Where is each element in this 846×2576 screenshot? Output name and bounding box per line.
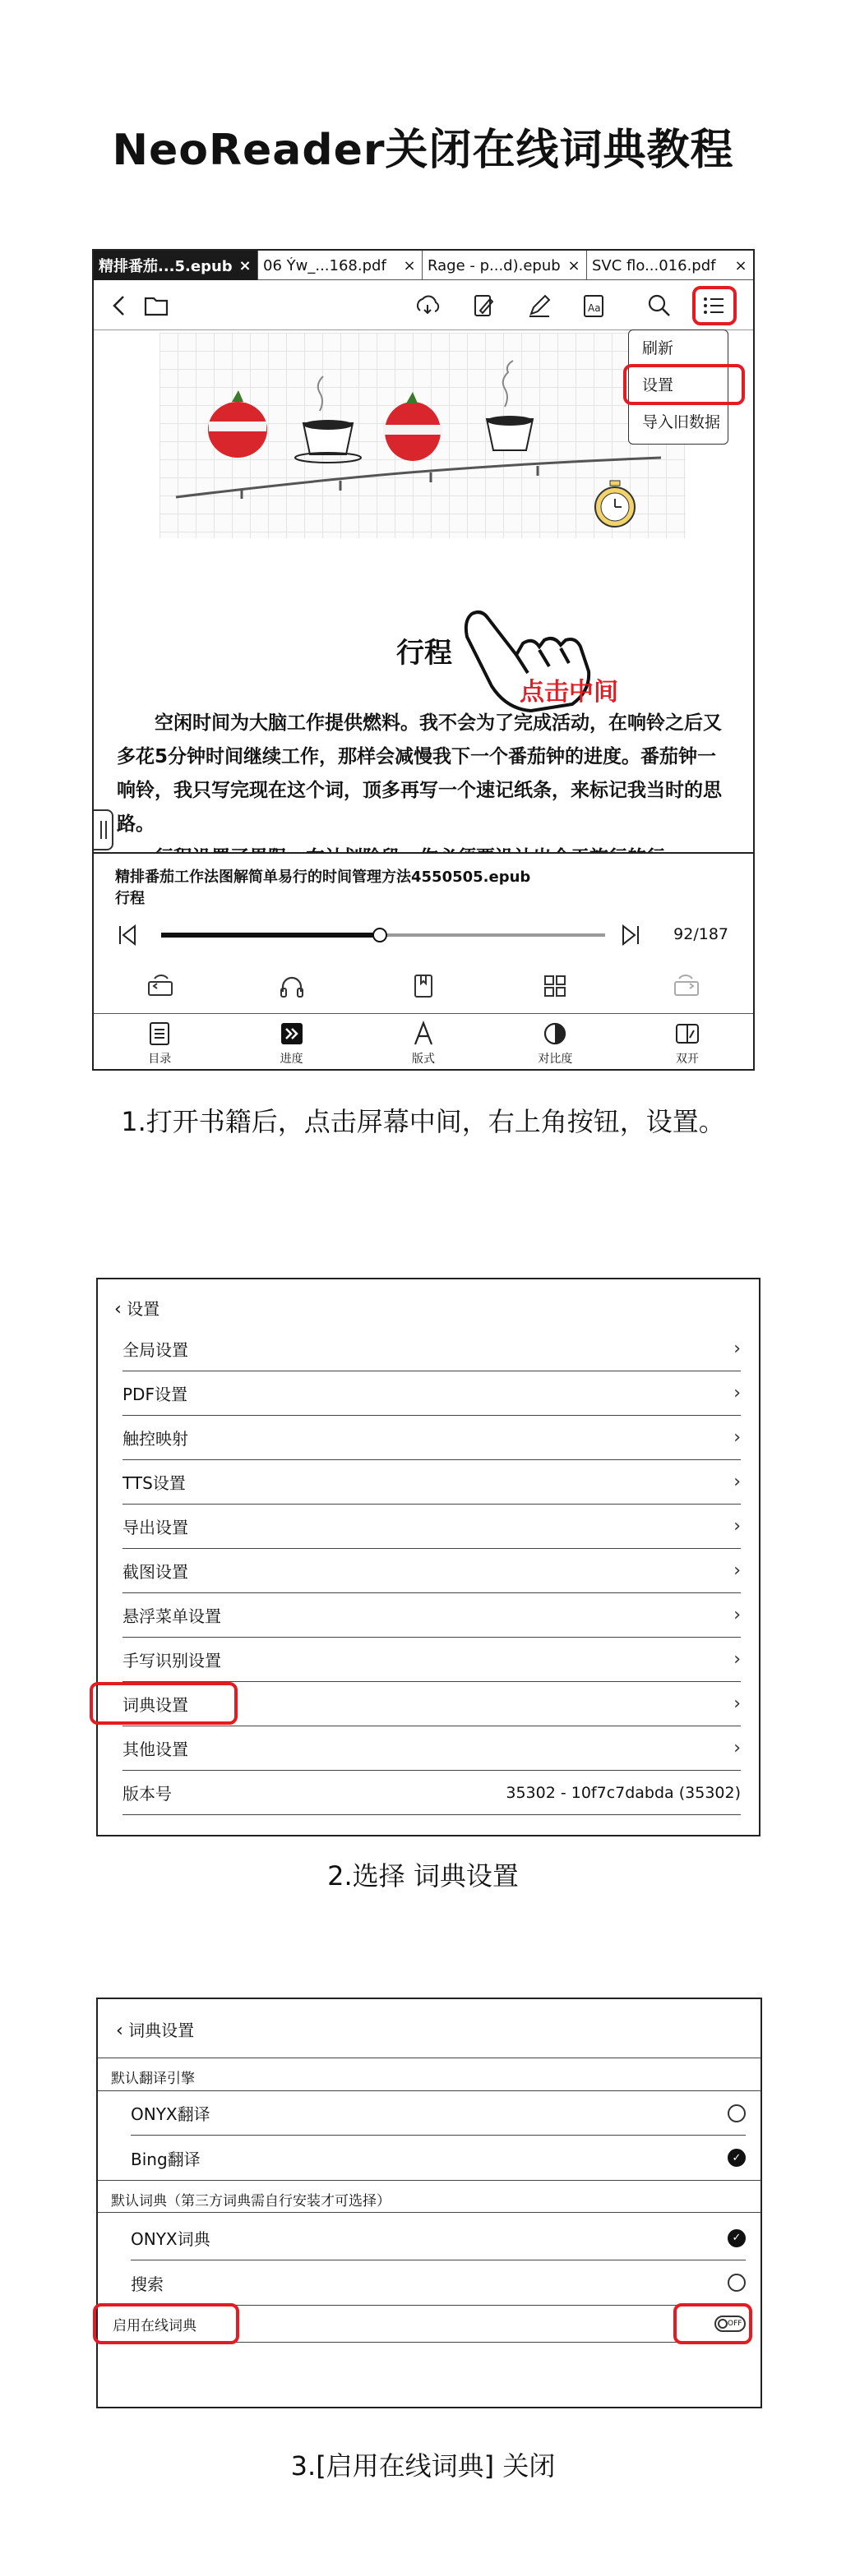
- chevron-right-icon: ›: [733, 1383, 741, 1403]
- radio-selected[interactable]: ✓: [728, 2149, 746, 2167]
- progress-fill: [161, 933, 380, 938]
- chapter-name: 行程: [115, 890, 145, 907]
- highlight-online-toggle: [673, 2303, 752, 2344]
- settings-row-global[interactable]: [123, 1327, 741, 1371]
- engine-row-onyx[interactable]: [131, 2091, 746, 2136]
- close-icon[interactable]: ×: [403, 256, 416, 274]
- settings-row-floating-menu[interactable]: [123, 1593, 741, 1638]
- row-label: ONYX翻译: [131, 2104, 210, 2124]
- pen-icon[interactable]: [525, 291, 554, 320]
- book-text: [117, 707, 733, 861]
- row-label: 导出设置: [123, 1518, 188, 1537]
- row-label: 版本号: [123, 1784, 172, 1804]
- paragraph-1: 空闲时间为大脑工作提供燃料。我不会为了完成活动，在响铃之后又多花5分钟时间继续工作，那样会减慢我下一个番茄钟的进度。番茄钟一响铃，我只写完现在这个词，顶多再写一个速记纸条，来标记我当时的思路。: [117, 712, 722, 835]
- tab-bar: [94, 251, 753, 280]
- dict-row-search[interactable]: [131, 2260, 746, 2305]
- dictionary-header[interactable]: [98, 1999, 760, 2058]
- online-dictionary-toggle[interactable]: OFF: [714, 2316, 746, 2332]
- chevron-right-icon: ›: [733, 1516, 741, 1537]
- nav-format[interactable]: [358, 1014, 489, 1071]
- menu-item-settings[interactable]: 设置: [642, 376, 674, 394]
- chevron-right-icon: ›: [733, 1694, 741, 1714]
- row-label: TTS设置: [123, 1473, 186, 1493]
- dictionary-screenshot: [96, 1998, 762, 2408]
- menu-item-import[interactable]: 导入旧数据: [642, 413, 721, 431]
- close-icon[interactable]: ×: [567, 256, 580, 274]
- row-label: 手写识别设置: [123, 1651, 221, 1670]
- reader-screenshot: [92, 249, 755, 1071]
- nav-label: 目录: [148, 1053, 172, 1066]
- row-label: 启用在线词典: [113, 2317, 196, 2334]
- row-label: 全局设置: [123, 1340, 188, 1360]
- book-name: 精排番茄工作法图解简单易行的时间管理方法4550505.epub: [115, 869, 531, 886]
- menu-item-refresh[interactable]: 刷新: [642, 339, 674, 357]
- row-label: 其他设置: [123, 1740, 188, 1759]
- chevron-right-icon: ›: [733, 1738, 741, 1758]
- nav-split[interactable]: [622, 1014, 753, 1071]
- chapter-heading: 行程: [396, 637, 452, 670]
- settings-screenshot: [96, 1278, 760, 1836]
- highlight-settings-item: [623, 364, 745, 405]
- settings-title: 设置: [127, 1299, 160, 1319]
- format-icon: [410, 1021, 437, 1047]
- highlight-dictionary-row: [90, 1682, 238, 1725]
- tap-hint-label: 点击中间: [520, 678, 618, 707]
- tab-book-2[interactable]: [258, 251, 423, 280]
- settings-row-pdf[interactable]: [123, 1371, 741, 1416]
- tab-book-4[interactable]: [587, 251, 753, 280]
- engine-row-bing[interactable]: [131, 2136, 746, 2180]
- row-label: PDF设置: [123, 1385, 187, 1404]
- dictionary-title: 词典设置: [128, 2021, 195, 2040]
- reader-toolbar: [94, 281, 753, 330]
- radio-unselected[interactable]: [728, 2274, 746, 2292]
- nav-toc[interactable]: [94, 1014, 225, 1071]
- folder-icon[interactable]: [141, 291, 171, 320]
- back-icon[interactable]: ‹: [116, 2021, 123, 2041]
- nav-progress[interactable]: [225, 1014, 357, 1071]
- row-label: 悬浮菜单设置: [123, 1606, 221, 1626]
- section-default-dictionary: 默认词典（第三方词典需自行安装才可选择）: [98, 2180, 760, 2213]
- prev-chapter-icon[interactable]: [146, 972, 174, 1000]
- bookmark-page-icon[interactable]: [409, 972, 437, 1000]
- progress-knob[interactable]: [372, 928, 387, 942]
- tab-label: 精排番茄...5.epub: [99, 258, 233, 275]
- step3-caption: 3.[启用在线词典] 关闭: [290, 2450, 556, 2482]
- section-translation-engine: 默认翻译引擎: [98, 2058, 760, 2091]
- chevron-right-icon: ›: [733, 1427, 741, 1448]
- highlight-online-label: [93, 2303, 239, 2344]
- first-page-icon[interactable]: [115, 923, 140, 947]
- tab-label: 06 Ýw_...168.pdf: [263, 256, 386, 274]
- settings-row-export[interactable]: [123, 1505, 741, 1549]
- toc-icon: [146, 1021, 173, 1047]
- headphones-icon[interactable]: [278, 972, 306, 1000]
- row-label: Bing翻译: [131, 2149, 201, 2169]
- tab-book-1[interactable]: [94, 251, 258, 280]
- page-title: NeoReader关闭在线词典教程: [112, 126, 734, 175]
- progress-row: [115, 921, 740, 949]
- row-label: 词典设置: [123, 1695, 188, 1715]
- note-edit-icon[interactable]: [469, 291, 498, 320]
- font-icon[interactable]: [579, 291, 608, 320]
- tab-book-3[interactable]: [423, 251, 587, 280]
- settings-row-tts[interactable]: [123, 1460, 741, 1505]
- nav-contrast[interactable]: [489, 1014, 621, 1071]
- last-page-icon[interactable]: [618, 923, 643, 947]
- close-icon[interactable]: ×: [734, 256, 747, 274]
- settings-row-handwriting[interactable]: [123, 1638, 741, 1682]
- chevron-right-icon: ›: [733, 1649, 741, 1670]
- quick-actions: [94, 965, 753, 1007]
- tab-label: Rage - p...d).epub: [428, 256, 561, 274]
- next-chapter-icon[interactable]: [673, 972, 700, 1000]
- bottom-nav: [94, 1013, 753, 1071]
- close-icon[interactable]: ×: [238, 256, 252, 274]
- tab-label: SVC flo...016.pdf: [592, 256, 716, 274]
- nav-label: 版式: [412, 1053, 436, 1066]
- side-handle[interactable]: [94, 809, 113, 850]
- chevron-right-icon: ›: [733, 1560, 741, 1581]
- settings-row-screenshot[interactable]: [123, 1549, 741, 1593]
- nav-label: 双开: [675, 1053, 699, 1066]
- sync-icon[interactable]: [413, 291, 442, 320]
- chevron-right-icon: ›: [733, 1339, 741, 1359]
- back-icon[interactable]: [105, 291, 135, 320]
- settings-header[interactable]: [114, 1296, 159, 1320]
- progress-icon: [279, 1021, 305, 1047]
- nav-label: 进度: [280, 1053, 303, 1066]
- chevron-right-icon: ›: [733, 1605, 741, 1625]
- bottom-panel: [94, 852, 753, 1069]
- contrast-icon: [542, 1021, 568, 1047]
- svg-text:Aa: Aa: [588, 302, 601, 314]
- step1-caption: 1.打开书籍后，点击屏幕中间，右上角按钮，设置。: [121, 1106, 725, 1137]
- back-icon[interactable]: ‹: [114, 1299, 122, 1320]
- settings-row-touch[interactable]: [123, 1416, 741, 1460]
- row-label: 截图设置: [123, 1562, 188, 1582]
- settings-row-other[interactable]: [123, 1726, 741, 1771]
- highlight-menu-button: [692, 286, 737, 325]
- search-icon[interactable]: [645, 291, 674, 320]
- radio-selected[interactable]: ✓: [728, 2229, 746, 2247]
- row-label: 触控映射: [123, 1429, 188, 1449]
- split-icon: [674, 1021, 700, 1047]
- step2-caption: 2.选择 词典设置: [327, 1860, 519, 1892]
- dict-row-onyx[interactable]: [131, 2216, 746, 2260]
- page-number: 92/187: [673, 925, 728, 943]
- settings-row-version: [123, 1771, 741, 1815]
- row-label: 搜索: [131, 2274, 164, 2294]
- grid-icon[interactable]: [541, 972, 569, 1000]
- nav-label: 对比度: [538, 1053, 573, 1066]
- chevron-right-icon: ›: [733, 1472, 741, 1492]
- version-value: 35302 - 10f7c7dabda (35302): [506, 1783, 741, 1802]
- book-illustration: [159, 333, 686, 538]
- row-label: ONYX词典: [131, 2229, 210, 2249]
- radio-unselected[interactable]: [728, 2104, 746, 2122]
